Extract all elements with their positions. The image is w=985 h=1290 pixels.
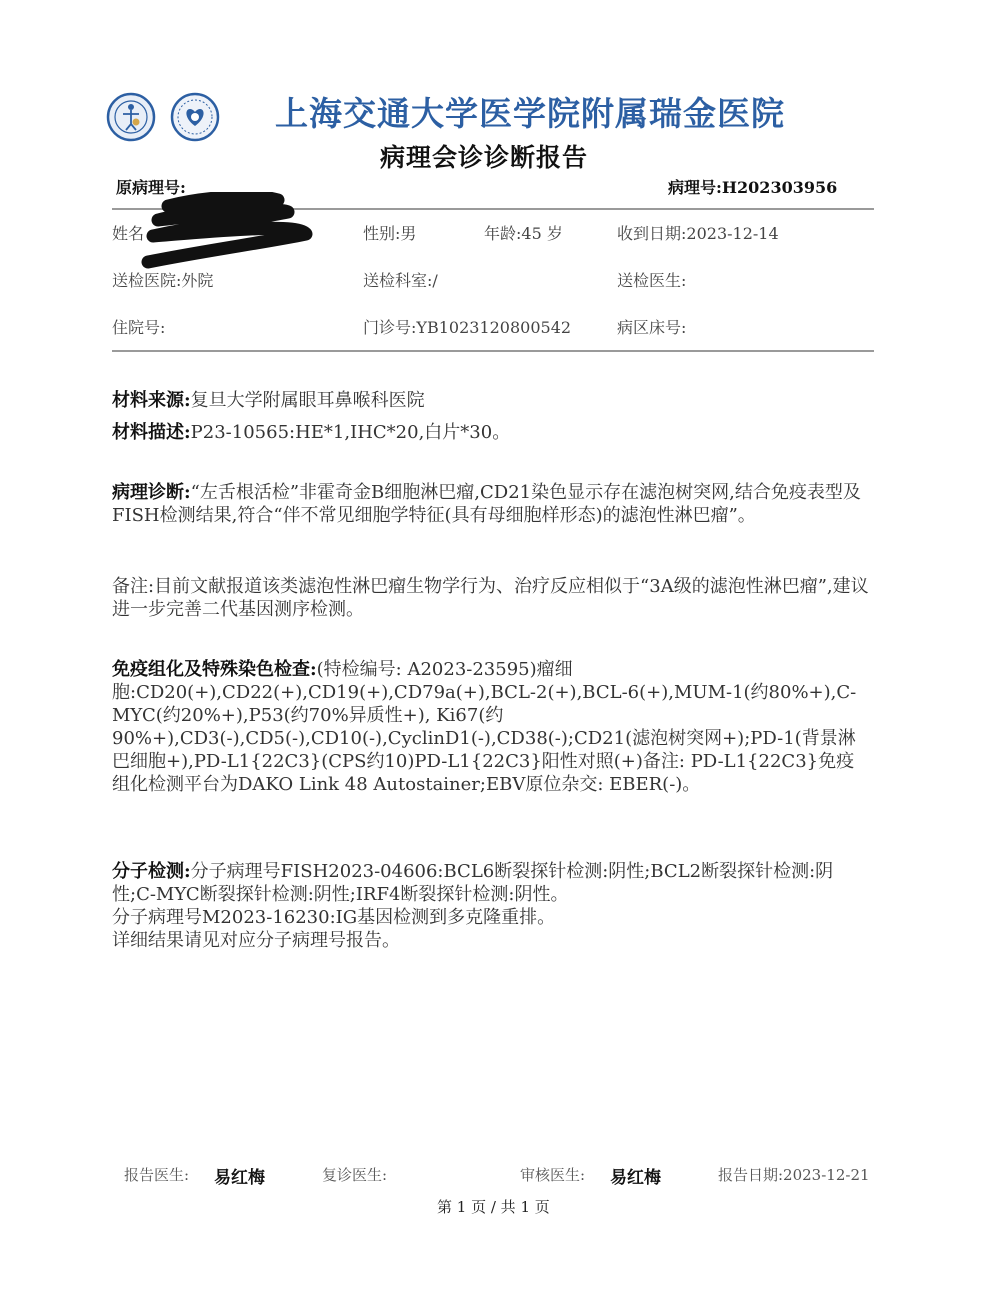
diagnosis-text: “左舌根活检”非霍奇金B细胞淋巴瘤,CD21染色显示存在滤泡树突网,结合免疫表型及FISH检测结果,符合“伴不常见细胞学特征(具有母细胞样形态)的滤泡性淋巴瘤”。 — [112, 482, 861, 526]
header-rule-bottom — [112, 350, 874, 352]
sending-doctor-field — [617, 268, 686, 291]
pathology-number-label: 病理号: — [668, 178, 722, 197]
note — [112, 575, 872, 621]
outpatient-no-label: 门诊号: — [363, 318, 417, 337]
ihc-label: 免疫组化及特殊染色检查: — [112, 659, 317, 680]
material-source — [112, 389, 872, 412]
pathology-number-value: H202303956 — [721, 178, 838, 197]
molecular-line-2: 分子病理号M2023-16230:IG基因检测到多克隆重排。 — [112, 907, 556, 928]
ihc-section — [112, 658, 872, 796]
ruijin-emblem-icon — [106, 92, 156, 142]
orig-pathology-label: 原病理号: — [116, 178, 186, 197]
molecular-text: 分子病理号FISH2023-04606:BCL6断裂探针检测:阴性;BCL2断裂探针检测:阴性;C-MYC断裂探针检测:阴性;IRF4断裂探针检测:阴性。 — [112, 861, 834, 905]
report-date: 报告日期:2023-12-21 — [718, 1166, 870, 1184]
redaction-mark — [128, 192, 318, 274]
sending-hospital-label: 送检医院: — [112, 271, 182, 290]
age-field — [484, 221, 563, 244]
sending-dept-label: 送检科室: — [363, 271, 433, 290]
review-doctor-signature: 易红梅 — [610, 1168, 661, 1188]
pathology-number — [668, 175, 837, 198]
ihc-text: (特检编号: A2023-23595)瘤细胞:CD20(+),CD22(+),CD19(+),CD79a(+),BCL-2(+),BCL-6(+),MUM-1(约80%+),C-MYC(约20%+),P53(约70%异质性+), Ki67(约90%+),CD3(-),CD5(-),CD10(-),CyclinD1(-),CD38(-);CD21(滤泡树突网+);PD-1(背景淋巴细胞+),PD-L1{22C3}(CPS约10)PD-L1{22C3}阳性对照(+)备注: PD-L1{22C3}免疫组化检测平台为DAKO Link 48 Autostainer;EBV原位杂交: EBER(-)。 — [112, 659, 857, 795]
received-date-value: 2023-12-14 — [686, 224, 779, 243]
patient-name-label: 姓名 — [112, 224, 145, 243]
report-title: 病理会诊诊断报告 — [380, 143, 589, 172]
sex-value: 男 — [400, 224, 417, 243]
material-desc-label: 材料描述: — [112, 422, 191, 443]
age-value: 45 岁 — [521, 224, 563, 243]
molecular-line-3: 详细结果请见对应分子病理号报告。 — [112, 930, 400, 951]
material-source-value: 复旦大学附属眼耳鼻喉科医院 — [190, 390, 425, 411]
inpatient-no-label: 住院号: — [112, 318, 166, 337]
molecular-label: 分子检测: — [112, 861, 191, 882]
sending-dept-field — [363, 268, 438, 291]
material-source-label: 材料来源: — [112, 390, 191, 411]
report-doctor-label: 报告医生: — [124, 1166, 190, 1184]
recheck-doctor-label: 复诊医生: — [322, 1166, 388, 1184]
page-number: 第 1 页 / 共 1 页 — [437, 1198, 550, 1216]
heart-seal-icon — [170, 92, 220, 142]
review-doctor-label: 审核医生: — [520, 1166, 586, 1184]
material-desc-value: P23-10565:HE*1,IHC*20,白片*30。 — [190, 422, 511, 443]
pathology-diagnosis — [112, 481, 872, 527]
hospital-name: 上海交通大学医学院附属瑞金医院 — [275, 94, 785, 133]
outpatient-no-value: YB1023120800542 — [416, 318, 572, 337]
diagnosis-label: 病理诊断: — [112, 482, 191, 503]
sending-dept-value: / — [432, 271, 438, 290]
received-date-field — [617, 221, 779, 244]
sending-hospital-value: 外院 — [181, 271, 214, 290]
sex-field — [363, 221, 416, 244]
molecular-section — [112, 860, 872, 952]
age-label: 年龄: — [484, 224, 522, 243]
material-description — [112, 421, 872, 444]
report-doctor-signature: 易红梅 — [214, 1168, 265, 1188]
received-date-label: 收到日期: — [617, 224, 687, 243]
note-text: 备注:目前文献报道该类滤泡性淋巴瘤生物学行为、治疗反应相似于“3A级的滤泡性淋巴瘤”,建议进一步完善二代基因测序检测。 — [112, 576, 869, 620]
outpatient-no-field — [363, 315, 571, 338]
inpatient-no-field — [112, 315, 165, 338]
sex-label: 性别: — [363, 224, 401, 243]
sending-doctor-label: 送检医生: — [617, 271, 687, 290]
ward-bed-label: 病区床号: — [617, 318, 687, 337]
ward-bed-field — [617, 315, 686, 338]
